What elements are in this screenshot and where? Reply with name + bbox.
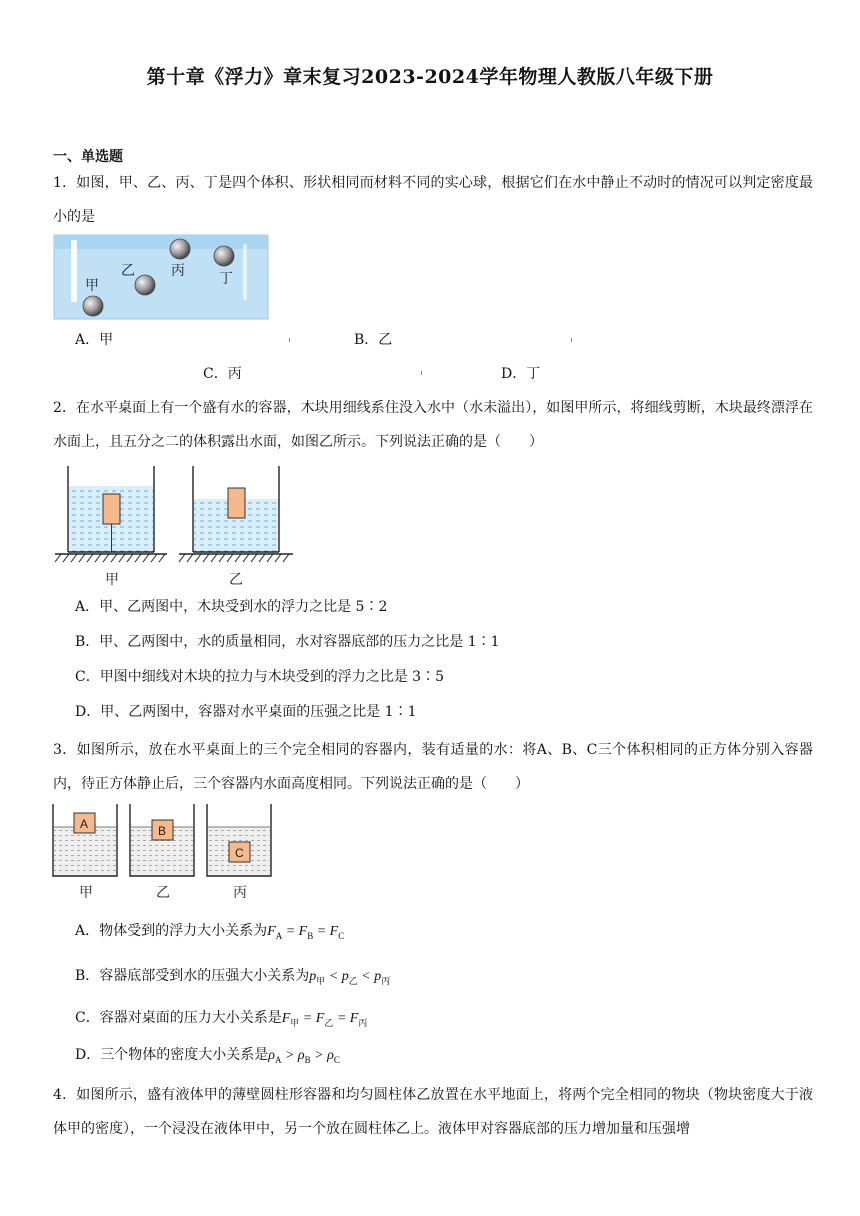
question-1-option-a: A．甲: [75, 332, 114, 348]
question-1-option-b: B．乙: [354, 332, 393, 348]
page-title: 第十章《浮力》章末复习2023-2024学年物理人教版八年级下册: [146, 66, 714, 88]
cube-label-c: C: [235, 846, 244, 860]
question-3-option-c: C．容器对桌面的压力大小关系是$F_甲 = F_乙 = F_丙$: [75, 1010, 368, 1028]
question-2-figure: [55, 464, 295, 590]
question-1-option-c: C．丙: [203, 366, 242, 382]
wood-block-jia: [103, 494, 120, 524]
question-3-option-b: B．容器底部受到水的压强大小关系为$p_甲 < p_乙 < p_丙$: [75, 968, 391, 986]
fig3-label-yi: 乙: [156, 885, 170, 901]
question-3-figure: [52, 803, 274, 903]
question-1-figure: [53, 234, 269, 320]
fig1-label-yi: 乙: [121, 263, 135, 279]
question-2-option-a: A．甲、乙两图中，木块受到水的浮力之比是 5∶2: [75, 599, 388, 615]
question-2-option-d: D．甲、乙两图中，容器对水平桌面的压强之比是 1∶1: [75, 704, 417, 720]
option-separator: [421, 371, 422, 375]
cube-label-a: A: [80, 817, 89, 831]
fig2-label-yi: 乙: [229, 572, 243, 588]
question-1-text: 1．如图，甲、乙、丙、丁是四个体积、形状相同而材料不同的实心球，根据它们在水中静止不动时的情况可以判定密度最小的是: [53, 175, 813, 225]
wood-block-yi: [228, 488, 245, 518]
section-title: 一、单选题: [53, 149, 123, 165]
fig1-label-jia: 甲: [85, 278, 99, 294]
fig1-label-bing: 丙: [171, 263, 185, 279]
ball-bing: [170, 239, 190, 259]
fig3-label-bing: 丙: [233, 885, 247, 901]
cube-label-b: B: [158, 824, 167, 838]
question-2-option-b: B．甲、乙两图中，水的质量相同，水对容器底部的压力之比是 1∶1: [75, 634, 500, 650]
question-2-option-c: C．甲图中细线对木块的拉力与木块受到的浮力之比是 3∶5: [75, 669, 444, 685]
fig2-label-jia: 甲: [105, 572, 119, 588]
question-3-text: 3．如图所示，放在水平桌面上的三个完全相同的容器内，装有适量的水：将A、B、C三个体积相同的正方体分别入容器内，待正方体静止后，三个容器内水面高度相同。下列说法正确的是（ ）: [53, 742, 813, 792]
question-1-option-d: D．丁: [501, 366, 541, 382]
question-2-text: 2．在水平桌面上有一个盛有水的容器，木块用细线系住没入水中（水未溢出），如图甲所示，将细线剪断，木块最终漂浮在水面上，且五分之二的体积露出水面，如图乙所示。下列说法正确的是（ ）: [53, 400, 813, 450]
ball-yi: [135, 275, 155, 295]
question-3-option-a: A．物体受到的浮力大小关系为$F_A = F_B = F_C$: [75, 923, 345, 941]
option-separator: [571, 338, 572, 342]
option-separator: [289, 338, 290, 342]
fig1-label-ding: 丁: [219, 271, 233, 287]
ball-jia: [83, 296, 103, 316]
question-4-text: 4．如图所示，盛有液体甲的薄壁圆柱形容器和均匀圆柱体乙放置在水平地面上，将两个完全相同的物块（物块密度大于液体甲的密度），一个浸没在液体甲中，另一个放在圆柱体乙上。液体甲对容器底部的压力增加量和压强增: [53, 1087, 813, 1137]
question-3-option-d: D．三个物体的密度大小关系是$\rho_A > \rho_B > \rho_C$: [75, 1047, 340, 1065]
ball-ding: [214, 246, 234, 266]
fig3-label-jia: 甲: [79, 885, 93, 901]
